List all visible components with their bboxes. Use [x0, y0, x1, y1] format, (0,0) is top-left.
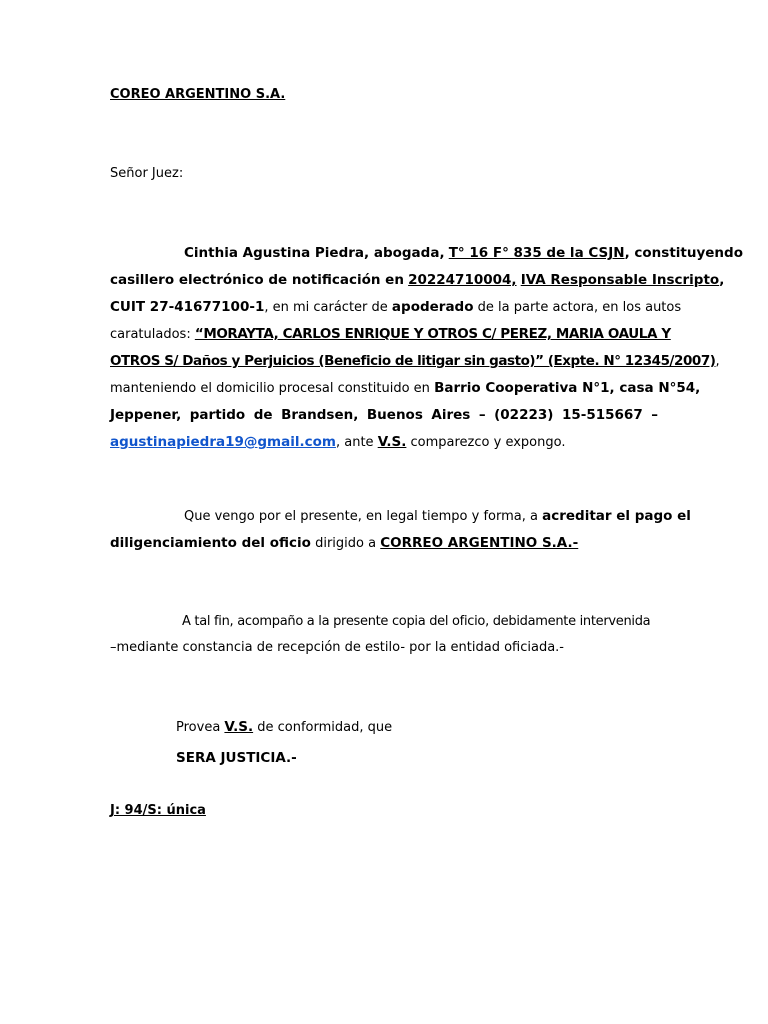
p1-line-6: manteniendo el domicilio procesal constituido en Barrio Cooperativa N°1, casa N°54, — [110, 380, 701, 396]
p1-line-4: caratulados: “MORAYTA, CARLOS ENRIQUE Y OTROS C/ PEREZ, MARIA OAULA Y — [110, 326, 671, 342]
email-link[interactable]: agustinapiedra19@gmail.com — [110, 434, 336, 450]
closing — [176, 712, 576, 773]
sera-justicia: SERA JUSTICIA.- — [176, 750, 297, 766]
document-heading: COREO ARGENTINO S.A. — [110, 87, 286, 102]
p1-line-5: OTROS S/ Daños y Perjuicios (Beneficio de litigar sin gasto)” (Expte. N° 12345/2007), — [110, 353, 720, 369]
paragraph-presentation — [110, 240, 743, 456]
p1-line-7: Jeppener, partido de Brandsen, Buenos Aires – (02223) 15-515667 – — [110, 407, 658, 423]
p1-line-8: agustinapiedra19@gmail.com, ante V.S. comparezco y expongo. — [110, 434, 566, 450]
p3-line-2: –mediante constancia de recepción de estilo- por la entidad oficiada.- — [110, 640, 564, 655]
p1-line-2: casillero electrónico de notificación en 20224710004, IVA Responsable Inscripto, — [110, 272, 725, 288]
paragraph-attachment — [110, 609, 658, 661]
p2-line-1: Que vengo por el presente, en legal tiempo y forma, a acreditar el pago el — [184, 508, 691, 524]
court-reference: J: 94/S: única — [110, 803, 206, 818]
closing-line: Provea V.S. de conformidad, que — [176, 719, 393, 735]
salutation: Señor Juez: — [110, 166, 184, 181]
p3-line-1: A tal fin, acompaño a la presente copia del oficio, debidamente intervenida — [182, 614, 651, 629]
paragraph-request — [110, 503, 691, 557]
p1-line-3: CUIT 27-41677100-1, en mi carácter de apoderado de la parte actora, en los autos — [110, 299, 682, 315]
p2-line-2: diligenciamiento del oficio dirigido a CORREO ARGENTINO S.A.- — [110, 535, 579, 551]
p1-line-1: Cinthia Agustina Piedra, abogada, T° 16 F° 835 de la CSJN, constituyendo — [184, 245, 743, 261]
